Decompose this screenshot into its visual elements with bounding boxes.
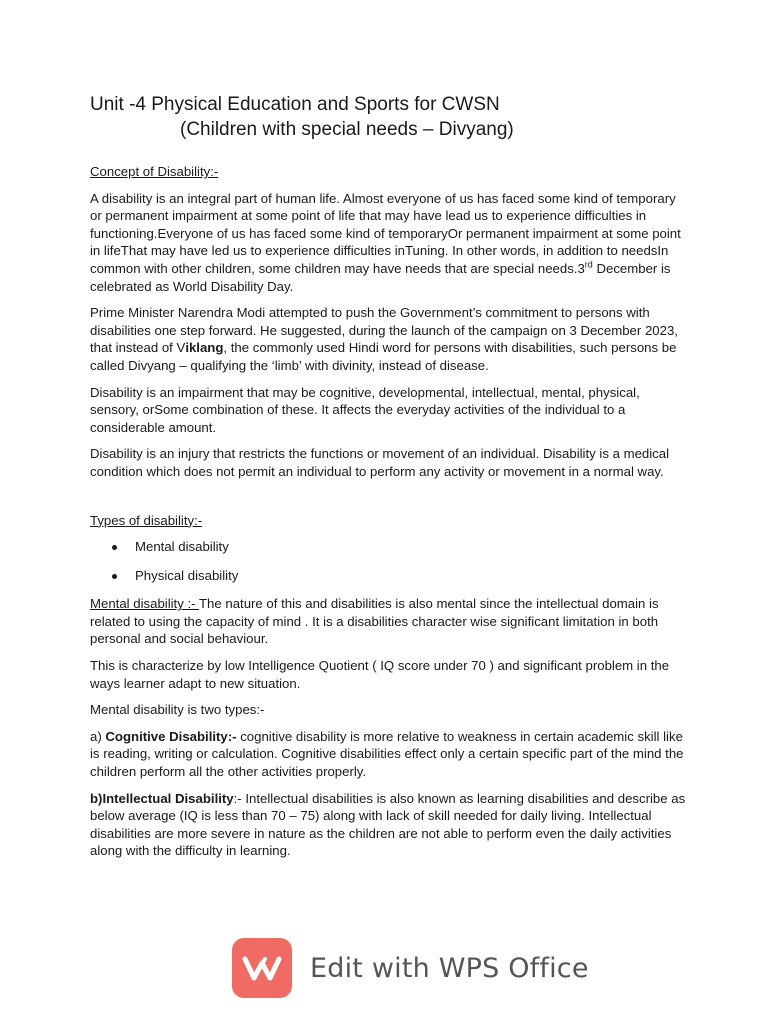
impairment-paragraph: Disability is an impairment that may be cognitive, developmental, intellectual, mental, physical, sensory, orSome combination of these. It affects the everyday activities of the individual to a considerable amount. [90, 384, 640, 435]
concept-text-end: December is celebrated as World Disability Day. [90, 260, 671, 294]
cognitive-label: Cognitive Disability:- [105, 728, 237, 744]
iq-paragraph: This is characterize by low Intelligence Quotient ( IQ score under 70 ) and significant problem in the ways learner adapt to new situation. [90, 658, 670, 691]
mental-heading: Mental disability :- [90, 596, 199, 612]
wps-logo-glyph [232, 938, 292, 998]
wps-banner-label: Edit with WPS Office [310, 952, 589, 984]
intellectual-text: :- Intellectual disabilities is also known as learning disabilities and describe as below average (IQ is less than 70 – 75) along with lack of skill needed for daily living. Intellectual disabilities are more severe in nature as the children are not able to perform even the daily activities along with the difficulty in learning. [90, 790, 686, 859]
cognitive-text: cognitive disability is more relative to weakness in certain academic skill like is reading, writing or calculation. Cognitive disabilities effect only a certain specific part of the mind the children perform all the other activities properly. [90, 728, 684, 780]
cognitive-paragraph [90, 728, 690, 781]
modi-paragraph [90, 304, 690, 374]
concept-paragraph [90, 190, 690, 296]
document-content [90, 92, 690, 869]
modi-text: Prime Minister Narendra Modi attempted to push the Government’s commitment to persons with disabilities one step forward. He suggested, during the launch of the campaign on 3 December 2023, that instead of V [90, 305, 678, 356]
bullet-icon [112, 545, 117, 550]
types-list [90, 538, 690, 584]
injury-paragraph: Disability is an injury that restricts the functions or movement of an individual. Disability is a medical condition which does not permit an individual to perform any activity or movement in a normal way. [90, 446, 670, 479]
list-item-label: Mental disability [135, 539, 229, 555]
list-item-label: Physical disability [135, 567, 239, 583]
list-item [90, 567, 690, 585]
bullet-icon [112, 574, 117, 579]
concept-text: A disability is an integral part of human life. Almost everyone of us has faced some kind of temporary or permanent impairment at some point of life that may have lead us to experience difficulties in functioning.Everyone of us has faced some kind of temporaryOr permanent impairment at some point in lifeThat may have led us to experience difficulties inTuning. In other words, in addition to needsIn common with other children, some children may have needs that are special needs.3 [90, 190, 681, 276]
modi-text-end: , the commonly used Hindi word for persons with disabilities, such persons be called Divyang – qualifying the ‘limb’ with divinity, instead of disease. [90, 340, 677, 373]
wps-logo-icon [232, 938, 292, 998]
wps-banner[interactable] [232, 936, 589, 1000]
document-title-line1: Unit -4 Physical Education and Sports for CWSN [90, 94, 500, 115]
intellectual-label: b)Intellectual Disability [90, 790, 234, 806]
intellectual-paragraph [90, 790, 690, 860]
cognitive-prefix: a) [90, 728, 106, 744]
types-heading: Types of disability:- [90, 512, 203, 528]
ordinal-superscript: rd [584, 259, 593, 270]
two-types-paragraph: Mental disability is two types:- [90, 702, 265, 718]
list-item [90, 538, 690, 556]
viklang-word: iklang [185, 340, 224, 356]
mental-paragraph [90, 595, 690, 648]
mental-text: The nature of this and disabilities is also mental since the intellectual domain is related to using the capacity of mind . It is a disabilities character wise significant limitation in both personal and social behaviour. [90, 596, 659, 647]
concept-heading: Concept of Disability:- [90, 164, 219, 179]
document-title-line2: (Children with special needs – Divyang) [180, 119, 514, 140]
